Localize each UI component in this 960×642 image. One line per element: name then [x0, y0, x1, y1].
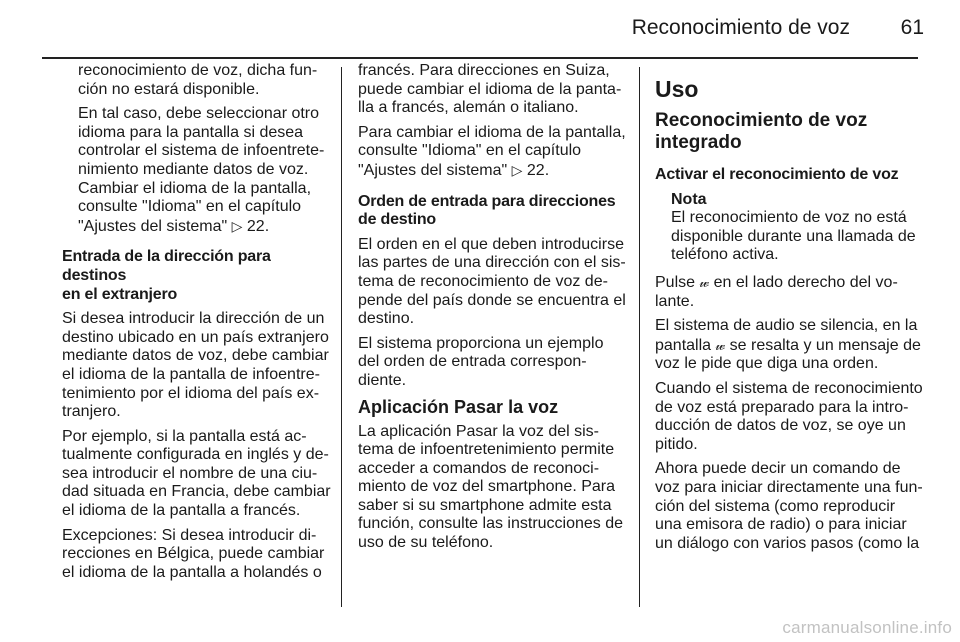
- paragraph: reconocimiento de voz, dicha fun- ción no estará disponible.: [78, 62, 318, 98]
- paragraph-text: El sistema de audio se silencia, en la pantalla: [655, 317, 918, 354]
- paragraph-text: en el lado derecho del vo- lante.: [655, 273, 898, 310]
- paragraph-text: se resalta y un mensaje de voz le pide que diga una orden.: [655, 336, 921, 373]
- column-divider-2: [639, 67, 640, 607]
- header-divider: [42, 57, 918, 59]
- voice-command-icon: 𝓌: [715, 336, 726, 353]
- watermark: carmanualsonline.info: [782, 618, 952, 637]
- paragraph: Ahora puede decir un comando de voz para iniciar directamente una fun- ción del sistema (como reproducir una emisora de radio) o para iniciar un diálogo con varios pasos (como la: [655, 460, 923, 552]
- page-reference: 22.: [526, 161, 550, 179]
- paragraph: [655, 317, 945, 374]
- paragraph: Cuando el sistema de reconocimiento de voz está preparado para la intro- ducción de datos de voz, se oye un pitido.: [655, 379, 923, 453]
- paragraph: Si desea introducir la dirección de un destino ubicado en un país extranjero mediante datos de voz, debe cambiar el idioma de la pantalla de infoentre- tenimiento por el idioma del país ex- tranjero.: [62, 310, 329, 421]
- paragraph: [358, 124, 634, 181]
- column-2: [358, 62, 634, 559]
- column-3: [655, 62, 945, 559]
- paragraph: [655, 273, 945, 311]
- paragraph: Por ejemplo, si la pantalla está ac- tualmente configurada en inglés y de- sea introducir el nombre de una ciu- dad situada en Francia, debe cambiar el idioma de la pantalla a francés.: [62, 427, 331, 520]
- note-title: Nota: [671, 190, 707, 208]
- note-text: El reconocimiento de voz no está disponible durante una llamada de teléfono activa.: [671, 209, 916, 264]
- paragraph: La aplicación Pasar la voz del sis- tema de infoentretenimiento permite acceder a comandos de reconoci- miento de voz del smartphone. Para saber si su smartphone admite esta función, consulte las instrucciones de uso de su teléfono.: [358, 422, 624, 552]
- section-title: Uso: [655, 76, 699, 102]
- triangle-right-icon: ▷: [231, 217, 243, 234]
- subheading: Orden de entrada para direcciones de destino: [358, 192, 616, 229]
- subheading: Activar el reconocimiento de voz: [655, 166, 899, 183]
- section-heading: Aplicación Pasar la voz: [358, 396, 559, 417]
- column-divider-1: [341, 67, 342, 607]
- page-reference: 22.: [246, 217, 270, 235]
- subheading: Entrada de la dirección para destinos en el extranjero: [62, 248, 271, 303]
- paragraph: Excepciones: Si desea introducir di- recciones en Bélgica, puede cambiar el idioma de la pantalla a holandés o: [62, 526, 325, 581]
- paragraph-text: Pulse: [655, 273, 696, 291]
- column-1: [62, 62, 334, 588]
- note-box: [655, 191, 945, 265]
- voice-command-icon: 𝓌: [699, 273, 710, 290]
- paragraph: El orden en el que deben introducirse las partes de una dirección con el sis- tema de reconocimiento de voz de- pende del país donde se encuentra el destino.: [358, 235, 626, 328]
- page-number: 61: [900, 16, 924, 39]
- paragraph-text: En tal caso, debe seleccionar otro idioma para la pantalla si desea controlar el sistema de infoentrete- nimiento mediante datos de voz. Cambiar el idioma de la pantalla, consulte "Idioma" en el capítulo "Ajustes del sistema": [78, 105, 325, 235]
- paragraph-text: Para cambiar el idioma de la pantalla, consulte "Idioma" en el capítulo "Ajustes del sistema": [358, 123, 626, 179]
- paragraph: francés. Para direcciones en Suiza, puede cambiar el idioma de la panta- lla a francés, alemán o italiano.: [358, 62, 622, 117]
- paragraph: El sistema proporciona un ejemplo del orden de entrada correspon- diente.: [358, 334, 604, 389]
- paragraph: [62, 105, 334, 236]
- triangle-right-icon: ▷: [511, 161, 523, 178]
- section-subtitle: Reconocimiento de voz integrado: [655, 110, 868, 153]
- page-title: Reconocimiento de voz: [631, 16, 850, 39]
